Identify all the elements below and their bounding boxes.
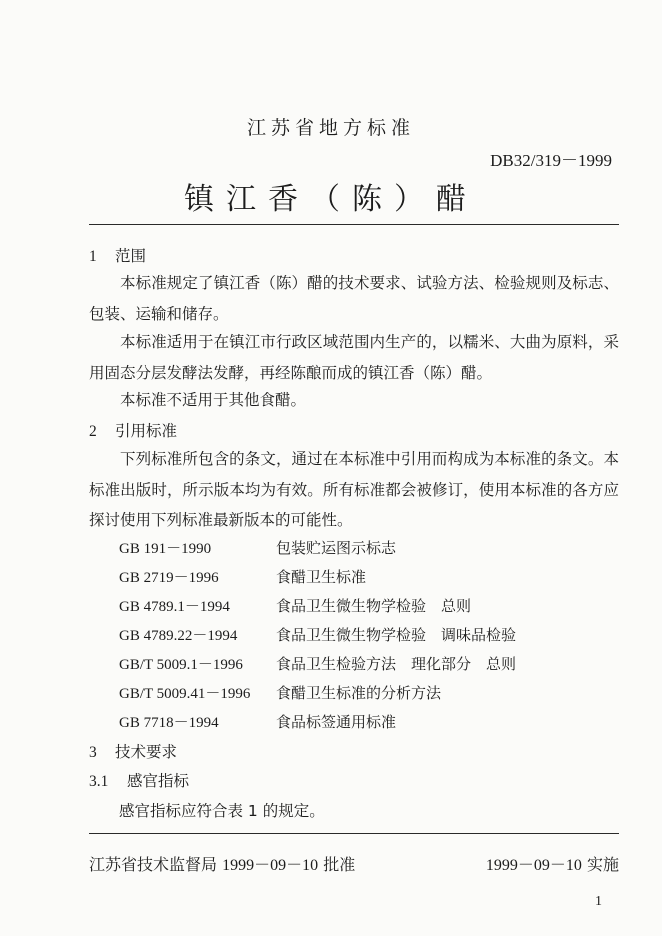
footer-rule xyxy=(89,833,619,834)
paragraph-text: 下列标准所包含的条文，通过在本标准中引用而构成为本标准的条文。本标准出版时，所示版本均为有效。所有标准都会被修订，使用本标准的各方应探讨使用下列标准最新版本的可能性。 xyxy=(89,450,619,529)
standard-type: 江苏省地方标准 xyxy=(246,117,415,139)
header-rule xyxy=(89,224,619,225)
section-2-paragraph-1 xyxy=(89,444,619,536)
reference-title: 食醋卫生标准 xyxy=(276,568,367,586)
section-number: 2 xyxy=(89,423,97,440)
page-number: 1 xyxy=(595,894,602,909)
reference-title: 包装贮运图示标志 xyxy=(276,539,397,557)
subsection-title: 感官指标 xyxy=(127,772,190,790)
section-1-heading xyxy=(89,244,146,266)
reference-title: 食品卫生微生物学检验 调味品检验 xyxy=(276,626,517,644)
approve-label: 批准 xyxy=(323,855,356,874)
reference-code: GB 7718－1994 xyxy=(119,715,219,731)
section-1-paragraph-1 xyxy=(89,268,619,329)
subsection-number: 3.1 xyxy=(89,773,109,790)
section-3-heading xyxy=(89,740,177,762)
section-title: 范围 xyxy=(115,247,147,265)
paragraph-text: 本标准规定了镇江香（陈）醋的技术要求、试验方法、检验规则及标志、包装、运输和储存。 xyxy=(89,274,619,323)
implement-date: 1999－09－10 xyxy=(485,857,582,874)
footer-implementation xyxy=(486,852,619,875)
section-2-heading xyxy=(89,419,177,441)
reference-code: GB/T 5009.1－1996 xyxy=(119,657,243,673)
reference-title: 食品标签通用标准 xyxy=(276,713,397,731)
section-title: 引用标准 xyxy=(115,422,178,440)
standard-code: DB32/319－1999 xyxy=(490,151,612,170)
reference-code: GB 4789.1－1994 xyxy=(119,599,230,615)
approve-date: 1999－09－10 xyxy=(222,857,319,874)
reference-code: GB 191－1990 xyxy=(119,541,212,557)
paragraph-text: 本标准适用于在镇江市行政区域范围内生产的，以糯米、大曲为原料，采用固态分层发酵法发酵，再经陈酿而成的镇江香（陈）醋。 xyxy=(89,333,619,382)
reference-code: GB 2719－1996 xyxy=(119,570,219,586)
section-number: 3 xyxy=(89,744,97,761)
subsection-text: 感官指标应符合表 1 的规定。 xyxy=(119,802,325,820)
section-number: 1 xyxy=(89,248,97,265)
reference-code: GB/T 5009.41－1996 xyxy=(119,686,251,702)
implement-label: 实施 xyxy=(586,855,619,874)
reference-title: 食品卫生检验方法 理化部分 总则 xyxy=(276,655,517,673)
section-title: 技术要求 xyxy=(115,743,178,761)
issuer: 江苏省技术监督局 xyxy=(89,855,218,874)
reference-code: GB 4789.22－1994 xyxy=(119,628,238,644)
footer-approval xyxy=(89,852,355,875)
paragraph-text: 本标准不适用于其他食醋。 xyxy=(120,391,307,409)
reference-title: 食品卫生微生物学检验 总则 xyxy=(276,597,472,615)
section-1-paragraph-2 xyxy=(89,327,619,388)
section-1-paragraph-3 xyxy=(89,385,619,416)
subsection-3-1-heading xyxy=(89,769,189,791)
document-title: 镇江香（陈）醋 xyxy=(184,182,478,217)
reference-title: 食醋卫生标准的分析方法 xyxy=(276,684,442,702)
